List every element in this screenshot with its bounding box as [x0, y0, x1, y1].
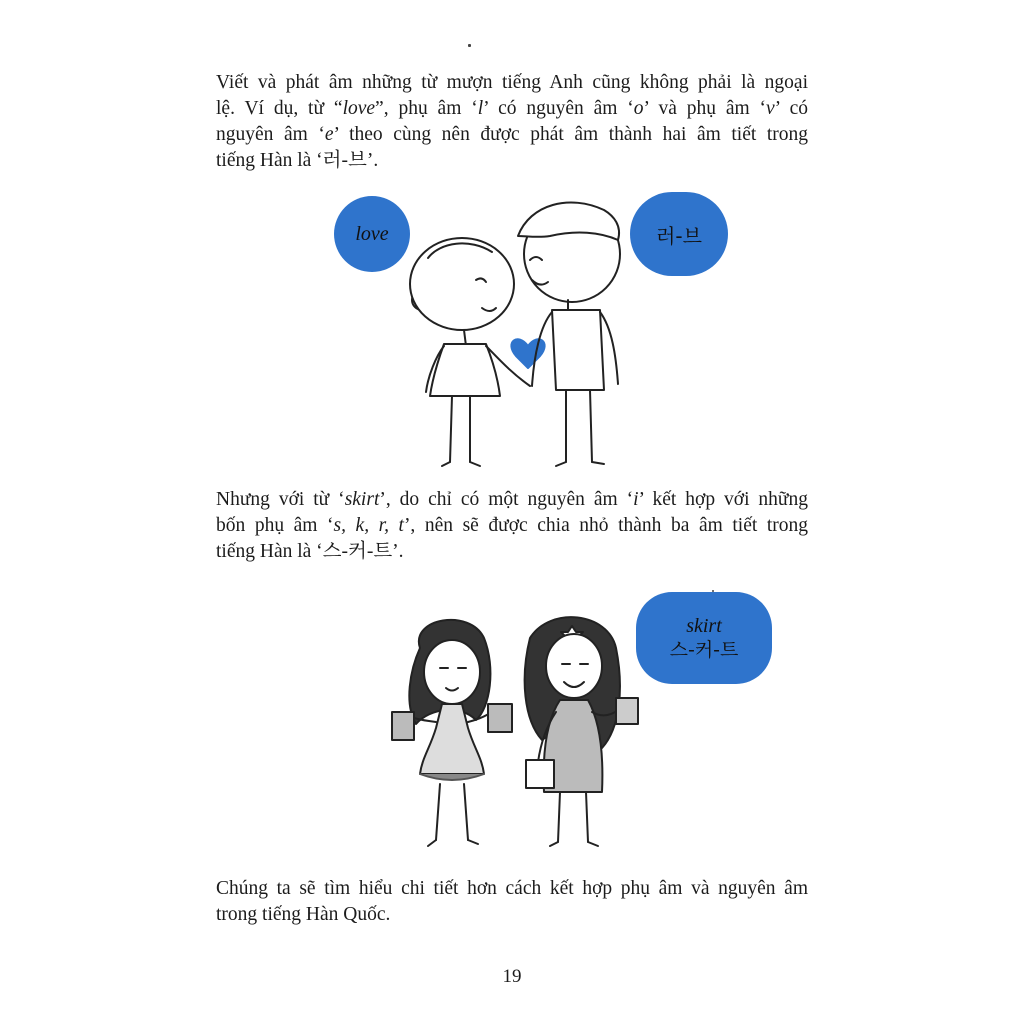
paragraph-line: Nhưng với từ ‘skirt’, do chỉ có một nguyên âm ‘i’ kết hợp với những: [216, 489, 808, 510]
paragraph-line: lệ. Ví dụ, từ “love”, phụ âm ‘l’ có nguyên âm ‘o’ và phụ âm ‘v’ có: [216, 98, 808, 119]
bubble-korean-seukeoteu: 스-커-트: [669, 639, 739, 661]
paragraph-skirt: [216, 487, 808, 565]
paragraph-line: bốn phụ âm ‘s, k, r, t’, nên sẽ được chia nhỏ thành ba âm tiết trong: [216, 515, 808, 536]
paragraph-line: trong tiếng Hàn Quốc.: [216, 904, 391, 925]
paragraph-line: tiếng Hàn là ‘스-커-트’.: [216, 541, 404, 562]
heart-icon: [511, 339, 544, 368]
paragraph-line: Chúng ta sẽ tìm hiểu chi tiết hơn cách kết hợp phụ âm và nguyên âm: [216, 878, 808, 899]
paragraph-line: tiếng Hàn là ‘러-브’.: [216, 150, 379, 171]
paragraph-line: Viết và phát âm những từ mượn tiếng Anh cũng không phải là ngoại: [216, 72, 808, 93]
print-speck: [468, 44, 471, 47]
two-girls-shopping-illustration: [380, 608, 642, 852]
paragraph-conclusion: [216, 876, 808, 928]
boy-figure: [518, 202, 620, 466]
bubble-word-love: love: [355, 222, 389, 245]
bubble-word-skirt: skirt: [686, 615, 722, 637]
korean-speech-bubble: [630, 192, 728, 276]
bubble-korean-rubeu: 러-브: [656, 223, 702, 248]
paragraph-loanwords: [216, 70, 808, 174]
girl-left-figure: [392, 620, 512, 846]
love-speech-bubble: [334, 196, 410, 272]
page-number: 19: [502, 966, 522, 987]
skirt-speech-bubble: [636, 592, 772, 684]
couple-illustration: [400, 196, 636, 476]
girl-figure: [410, 238, 530, 466]
paragraph-line: nguyên âm ‘e’ theo cùng nên được phát âm thành hai âm tiết trong: [216, 124, 808, 145]
girl-right-figure: [525, 617, 638, 846]
